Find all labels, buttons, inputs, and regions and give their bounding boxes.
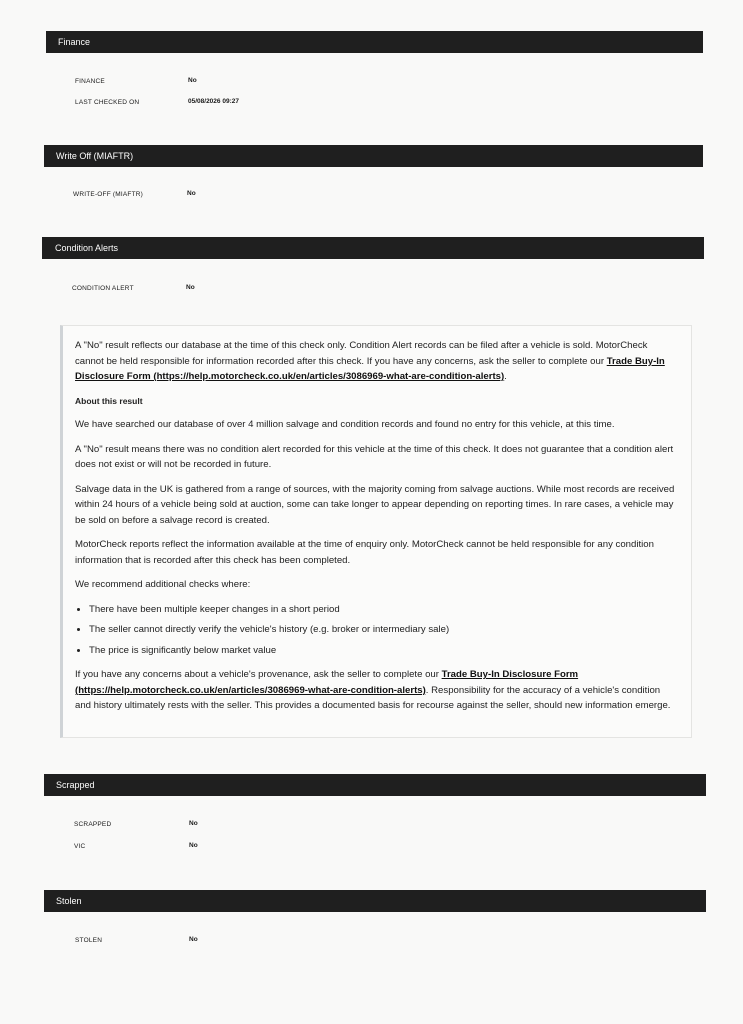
info-paragraph-1: We have searched our database of over 4 million salvage and condition records and found no entry for this vehicle, at this time. — [75, 419, 615, 430]
info-paragraph-2: A "No" result means there was no condition alert recorded for this vehicle at the time of this check. It does not guarantee that a condition alert does not exist or will not be recorded in future. — [75, 443, 674, 470]
trade-buy-in-disclosure-link-2[interactable]: Trade Buy-In Disclosure Form (https://help.motorcheck.co.uk/en/articles/3086969-what-are-condition-alerts) — [75, 669, 579, 696]
recommend-list — [75, 602, 677, 659]
info-intro-end: . — [504, 371, 507, 382]
vic-value: No — [189, 842, 198, 849]
finance-label: FINANCE — [75, 78, 105, 85]
list-item: • There have been multiple keeper changes in a short period — [89, 602, 677, 618]
recommend-heading: We recommend additional checks where: — [75, 579, 251, 590]
info-intro-text: A "No" result reflects our database at the time of this check only. Condition Alert records can be filed after a vehicle is sold. MotorCheck cannot be held responsible for information recorded after this check. If you have any concerns, ask the seller to complete our — [75, 340, 648, 367]
vic-label: VIC — [74, 843, 86, 850]
stolen-label: STOLEN — [75, 937, 103, 944]
finance-value: No — [188, 77, 197, 84]
write-off-label: WRITE-OFF (MIAFTR) — [73, 191, 144, 198]
last-checked-value: 05/08/2026 09:27 — [188, 98, 239, 105]
list-item: • The seller cannot directly verify the vehicle's history (e.g. broker or intermediary sale) — [89, 622, 677, 638]
write-off-value: No — [187, 190, 196, 197]
stolen-value: No — [189, 936, 198, 943]
info-closing-end: . Responsibility for the accuracy of a vehicle's condition and history ultimately rests with the seller. This provides a documented basis for recourse against the seller, should new information emerge. — [75, 684, 671, 711]
section-header-write-off: Write Off (MIAFTR) — [44, 145, 703, 167]
section-header-stolen: Stolen — [44, 890, 706, 912]
trade-buy-in-disclosure-link[interactable]: Trade Buy-In Disclosure Form (https://help.motorcheck.co.uk/en/articles/3086969-what-are-condition-alerts) — [75, 355, 665, 382]
section-header-condition-alerts: Condition Alerts — [42, 237, 704, 259]
condition-alert-label: CONDITION ALERT — [72, 285, 134, 292]
info-intro — [75, 338, 677, 385]
section-header-scrapped: Scrapped — [44, 774, 706, 796]
list-item: • The price is significantly below market value — [89, 643, 677, 659]
condition-alert-value: No — [186, 284, 195, 291]
info-closing — [75, 667, 677, 714]
scrapped-label: SCRAPPED — [74, 821, 112, 828]
last-checked-label: LAST CHECKED ON — [75, 99, 140, 106]
scrapped-value: No — [189, 820, 198, 827]
info-paragraph-4: MotorCheck reports reflect the information available at the time of enquiry only. MotorCheck cannot be held responsible for any condition information that is recorded after this check has been completed. — [75, 539, 654, 566]
about-result-heading: About this result — [75, 395, 143, 406]
info-closing-text: If you have any concerns about a vehicle's provenance, ask the seller to complete our — [75, 669, 442, 680]
info-paragraph-3: Salvage data in the UK is gathered from a range of sources, with the majority coming from salvage auctions. While most records are received within 24 hours of a vehicle being sold at auction, some can take longer to appear depending on reporting times. In rare cases, a vehicle may be sold on before a salvage record is created. — [75, 483, 675, 526]
section-header-finance: Finance — [46, 31, 703, 53]
condition-alert-info-box — [60, 325, 692, 738]
